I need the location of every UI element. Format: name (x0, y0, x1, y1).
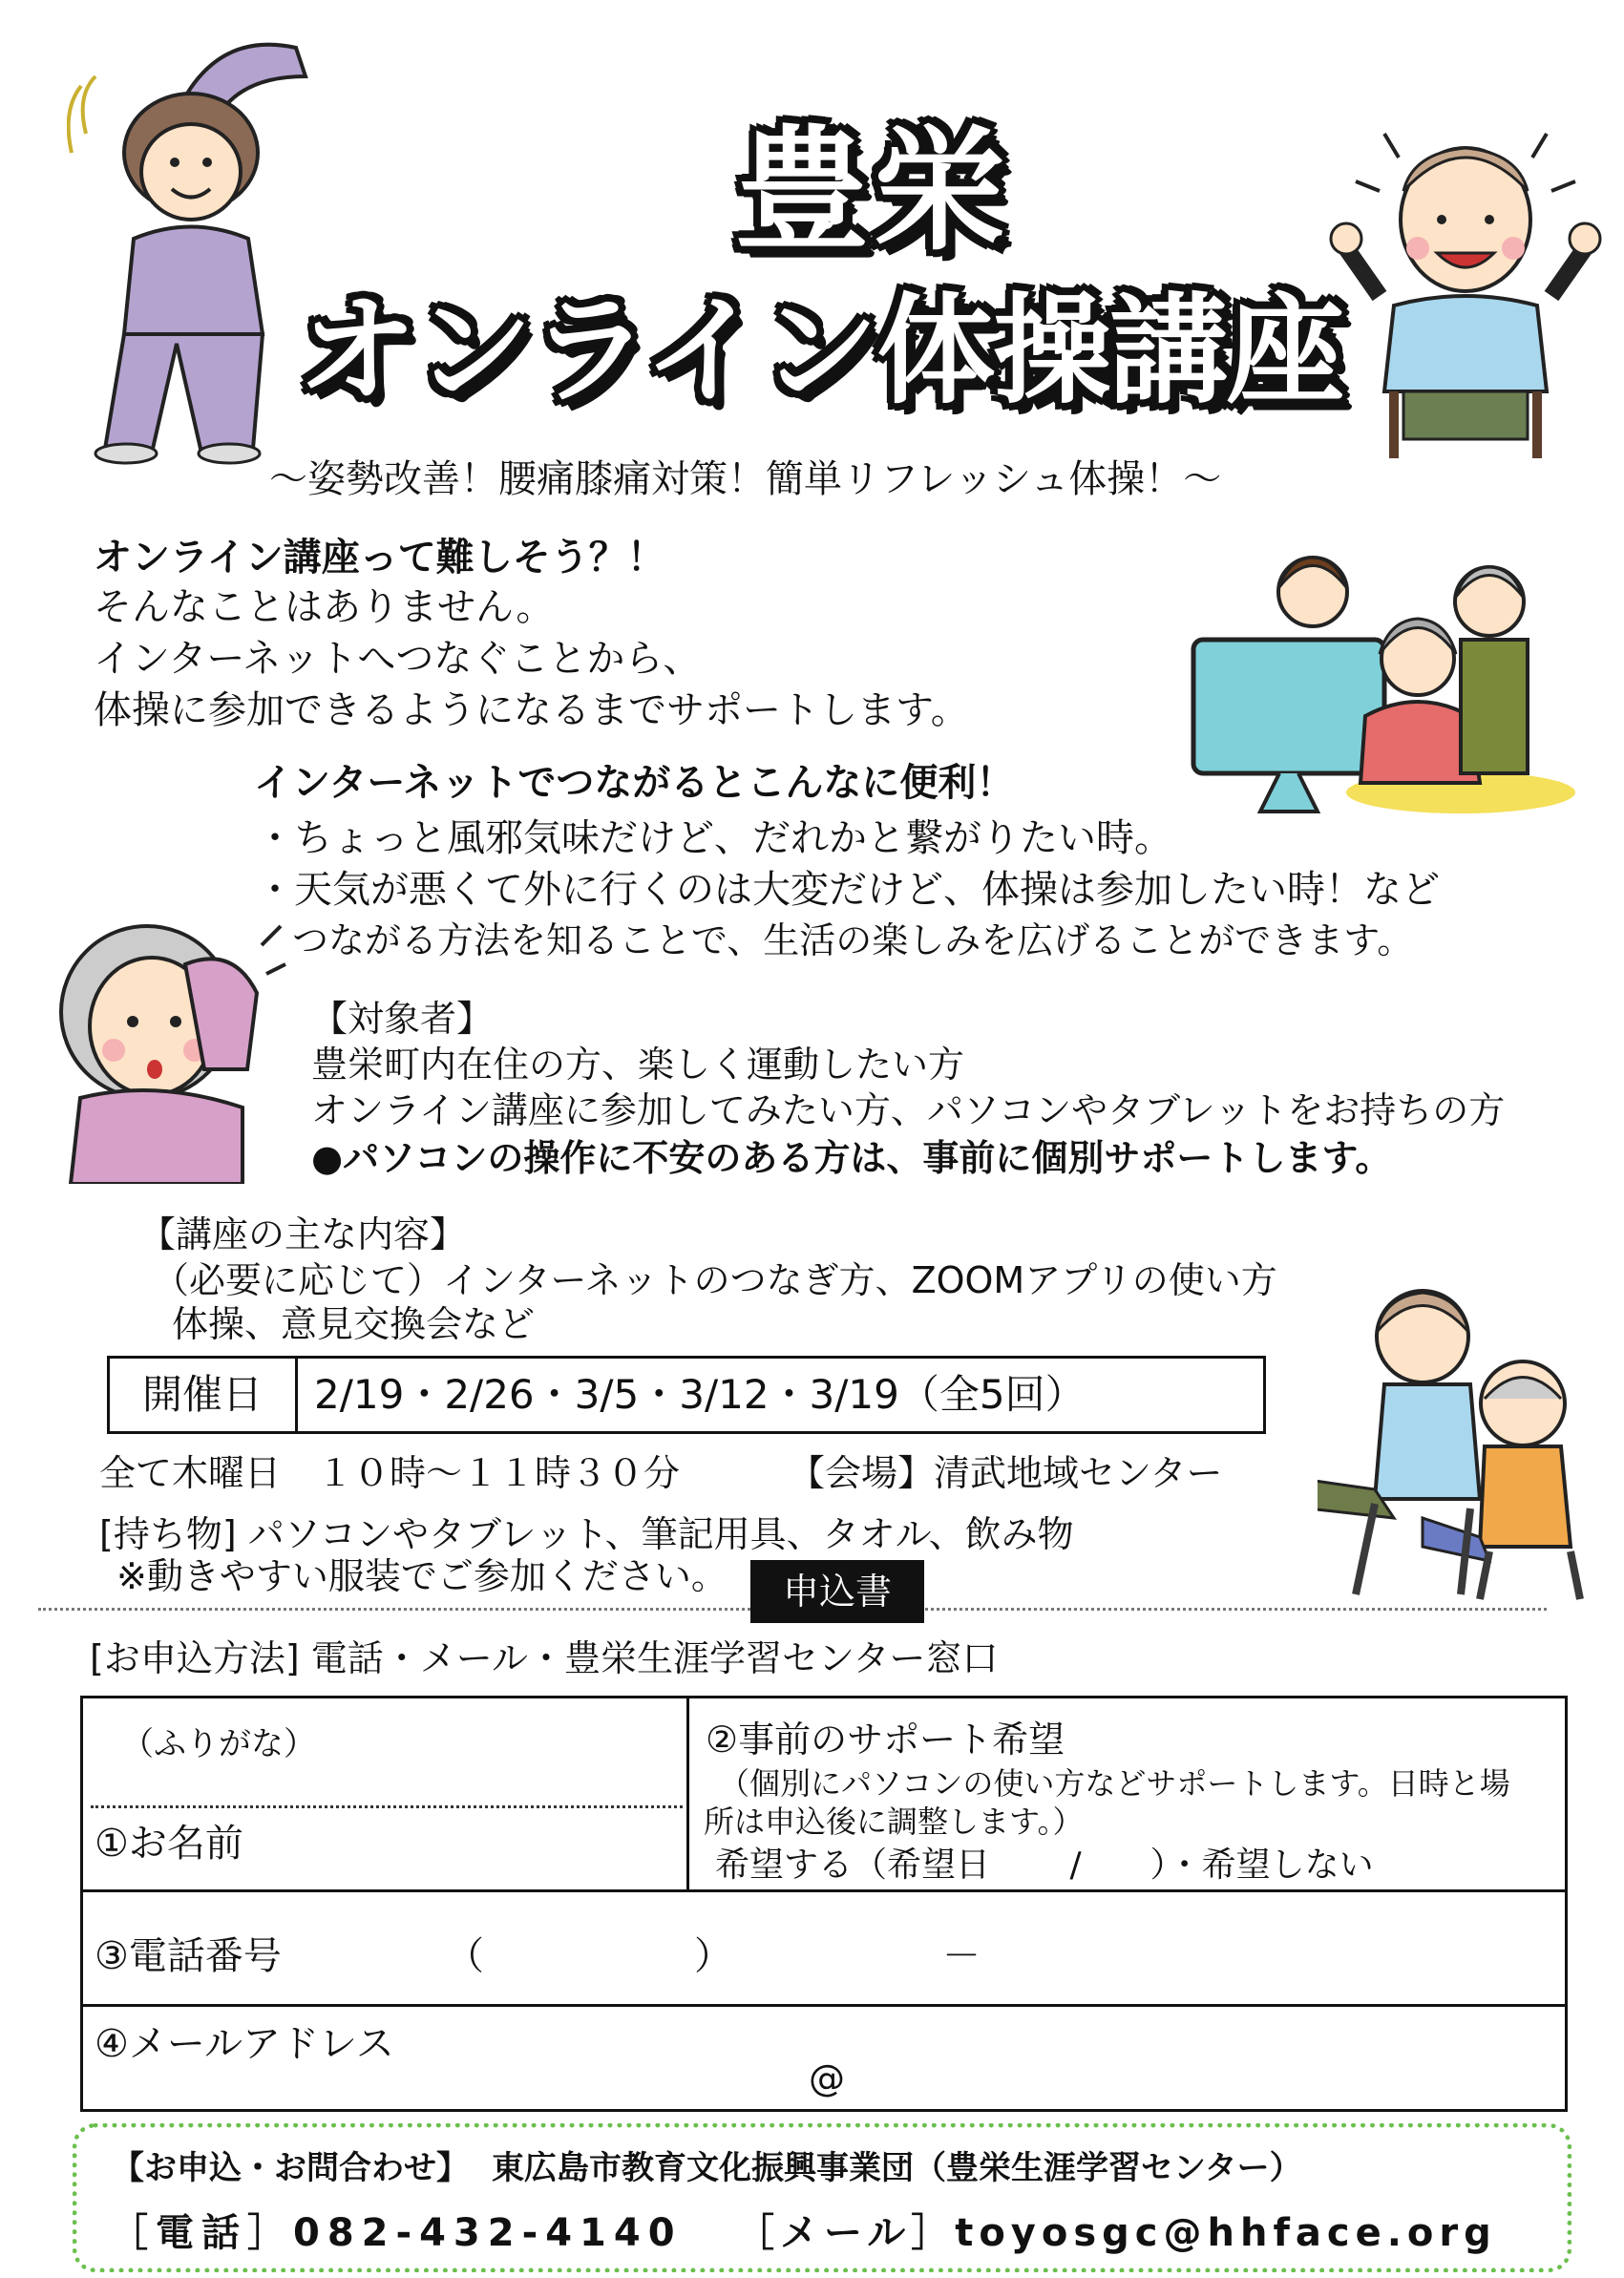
intro-line-1: そんなことはありません。 (94, 585, 555, 629)
benefit-line-1: ・ちょっと風邪気味だけど、だれかと繋がりたい時。 (256, 816, 1172, 860)
schedule-label: 開催日 (110, 1359, 298, 1431)
form-divider-vertical (686, 1698, 689, 1889)
benefits-heading: インターネットでつながるとこんなに便利！ (254, 761, 1015, 805)
furigana-label: （ふりがな） (121, 1725, 316, 1763)
contact-email[interactable]: ［メール］toyosgc@hhface.org (736, 2211, 1497, 2255)
title-line2: オンライン体操講座 (298, 283, 1343, 420)
benefit-line-2: ・天気が悪くて外に行くのは大変だけど、体操は参加したい時！など (256, 868, 1440, 912)
intro-line-2: インターネットへつなぐことから、 (94, 637, 702, 681)
clothing-note: ※動きやすい服装でご参加ください。 (116, 1555, 728, 1597)
phone-dash: － (942, 1934, 981, 1978)
furigana-divider (91, 1805, 683, 1808)
contact-org: 東広島市教育文化振興事業団（豊栄生涯学習センター） (492, 2149, 1302, 2187)
title-line1: 豊栄 (735, 114, 1011, 269)
schedule-time: 全て木曜日 １０時～１１時３０分 (99, 1452, 681, 1494)
target-line-2: オンライン講座に参加してみたい方、パソコンやタブレットをお持ちの方 (311, 1089, 1506, 1131)
form-divider-2 (83, 2004, 1565, 2007)
support-desc-1: （個別にパソコンの使い方などサポートします。日時と場 (719, 1765, 1510, 1802)
intro-heading: オンライン講座って難しそう？！ (94, 536, 665, 580)
application-method: [お申込方法] 電話・メール・豊栄生涯学習センター窓口 (90, 1637, 999, 1679)
contact-footer (73, 2123, 1571, 2272)
support-label: ②事前のサポート希望 (706, 1719, 1065, 1761)
content-line-2: 体操、意見交換会など (172, 1303, 536, 1345)
name-label: ①お名前 (95, 1822, 243, 1866)
leg-exercise-seniors-illustration (1318, 1279, 1604, 1604)
target-note: ●パソコンの操作に不安のある方は、事前に個別サポートします。 (311, 1137, 1392, 1179)
headache-woman-illustration (42, 907, 290, 1184)
schedule-venue: 【会場】清武地域センター (789, 1452, 1223, 1494)
stretching-woman-illustration (67, 19, 315, 468)
content-heading: 【講座の主な内容】 (139, 1213, 467, 1255)
form-divider-1 (83, 1889, 1565, 1892)
application-form (80, 1696, 1568, 2112)
computer-family-illustration (1174, 544, 1585, 831)
phone-label: ③電話番号 (95, 1934, 282, 1978)
intro-line-3: 体操に参加できるようになるまでサポートします。 (94, 688, 969, 732)
benefit-line-3: つながる方法を知ることで、生活の楽しみを広げることができます。 (292, 919, 1414, 961)
email-label: ④メールアドレス (95, 2022, 394, 2066)
target-heading: 【対象者】 (311, 998, 494, 1040)
schedule-box (107, 1356, 1266, 1434)
target-line-1: 豊栄町内在住の方、楽しく運動したい方 (311, 1044, 965, 1086)
support-options[interactable]: 希望する（希望日 / ）・希望しない (715, 1846, 1374, 1885)
items-to-bring: [持ち物] パソコンやタブレット、筆記用具、タオル、飲み物 (99, 1513, 1074, 1555)
cheering-man-illustration (1327, 105, 1604, 468)
email-at: @ (809, 2057, 845, 2099)
subtitle: ～姿勢改善！腰痛膝痛対策！簡単リフレッシュ体操！～ (269, 457, 1222, 501)
schedule-dates: 2/19・2/26・3/5・3/12・3/19（全5回） (314, 1371, 1086, 1418)
support-desc-2: 所は申込後に調整します。） (704, 1803, 1084, 1840)
contact-label: 【お申込・お問合わせ】 (112, 2149, 469, 2187)
application-badge: 申込書 (750, 1560, 924, 1623)
content-line-1: （必要に応じて）インターネットのつなぎ方、ZOOMアプリの使い方 (153, 1259, 1277, 1301)
contact-phone[interactable]: ［電話］082-432-4140 (110, 2211, 683, 2255)
phone-paren-open: （ (446, 1934, 484, 1978)
phone-paren-close: ） (694, 1934, 732, 1978)
